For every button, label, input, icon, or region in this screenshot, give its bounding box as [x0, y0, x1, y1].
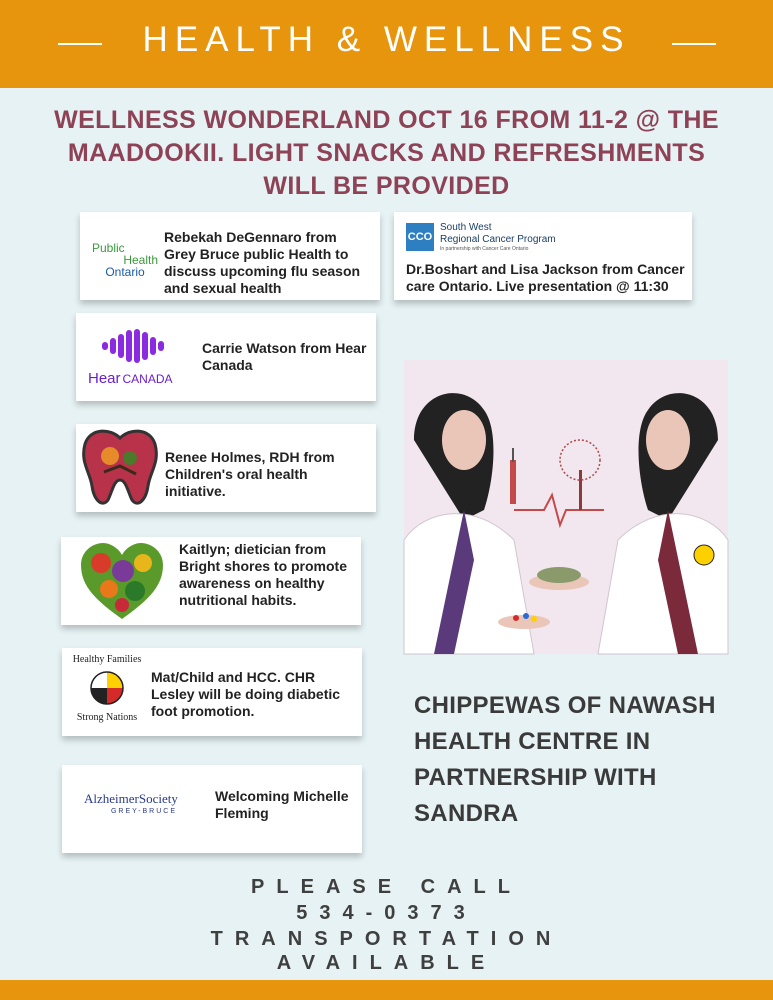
- healthy-families-logo: [70, 652, 144, 732]
- healthy-families-top-text: Healthy Families: [72, 654, 142, 665]
- public-health-logo: [90, 242, 160, 278]
- oral-health-text: Renee Holmes, RDH from Children's oral health initiative.: [165, 449, 335, 499]
- hear-canada-logo: [88, 370, 173, 388]
- call-line-1: PLEASE CALL: [251, 876, 522, 898]
- cancer-logo-line1: South West: [440, 222, 492, 233]
- medicine-wheel-icon: [89, 670, 125, 706]
- card-public-health: [80, 212, 380, 300]
- two-health-workers-illustration: [404, 360, 728, 654]
- event-headline: WELLNESS WONDERLAND OCT 16 FROM 11-2 @ THE MAADOOKII. LIGHT SNACKS AND REFRESHMENTS WILL BE PROVIDED: [54, 106, 719, 200]
- healthy-families-text: Mat/Child and HCC. CHR Lesley will be doing diabetic foot promotion.: [151, 669, 341, 719]
- hear-canada-text: Carrie Watson from Hear Canada: [202, 340, 367, 373]
- public-health-logo-line2: Health: [123, 253, 158, 267]
- healthy-families-bottom-text: Strong Nations: [76, 712, 138, 723]
- alzheimer-text: Welcoming Michelle Fleming: [215, 788, 349, 821]
- hear-logo-hear: Hear: [88, 370, 121, 387]
- cancer-logo-line2: Regional Cancer Program: [440, 234, 556, 245]
- hear-canada-waveform-icon: [102, 329, 166, 363]
- card-nutrition: [61, 537, 361, 625]
- card-cancer-care: [394, 212, 692, 300]
- card-oral-health: [76, 424, 376, 512]
- cco-logo-icon: CCO: [406, 223, 434, 251]
- card-healthy-families: [62, 648, 362, 736]
- call-line-4: AVAILABLE: [276, 952, 497, 974]
- hear-logo-canada: CANADA: [122, 372, 173, 386]
- phone-number: 534-0373: [296, 902, 477, 924]
- header-banner: [0, 0, 773, 88]
- public-health-logo-line3: Ontario: [105, 265, 145, 279]
- public-health-text: Rebekah DeGennaro from Grey Bruce public Health to discuss upcoming flu season and sexual health: [164, 229, 361, 296]
- cancer-logo-line3: In partnership with Cancer Care Ontario: [440, 246, 529, 252]
- nutrition-text: Kaitlyn; dietician from Bright shores to promote awareness on healthy nutritional habits.: [179, 541, 348, 608]
- alzheimer-logo-main: AlzheimerSociety: [84, 791, 178, 806]
- card-hear-canada: [76, 313, 376, 401]
- call-line-3: TRANSPORTATION: [210, 928, 563, 950]
- alzheimer-logo-sub: GREY-BRUCE: [110, 808, 178, 815]
- footer-bar: [0, 980, 773, 1000]
- card-alzheimer: [62, 765, 362, 853]
- produce-heart-icon: [79, 541, 165, 621]
- header-rule-right: [672, 43, 716, 45]
- cancer-care-text: Dr.Boshart and Lisa Jackson from Cancer care Ontario. Live presentation @ 11:30: [406, 261, 685, 294]
- header-title: HEALTH & WELLNESS: [142, 20, 631, 59]
- tooth-logo-icon: [80, 426, 160, 510]
- public-health-logo-line1: Public: [92, 241, 125, 255]
- partnership-statement: CHIPPEWAS OF NAWASH HEALTH CENTRE IN PARTNERSHIP WITH SANDRA: [414, 692, 716, 827]
